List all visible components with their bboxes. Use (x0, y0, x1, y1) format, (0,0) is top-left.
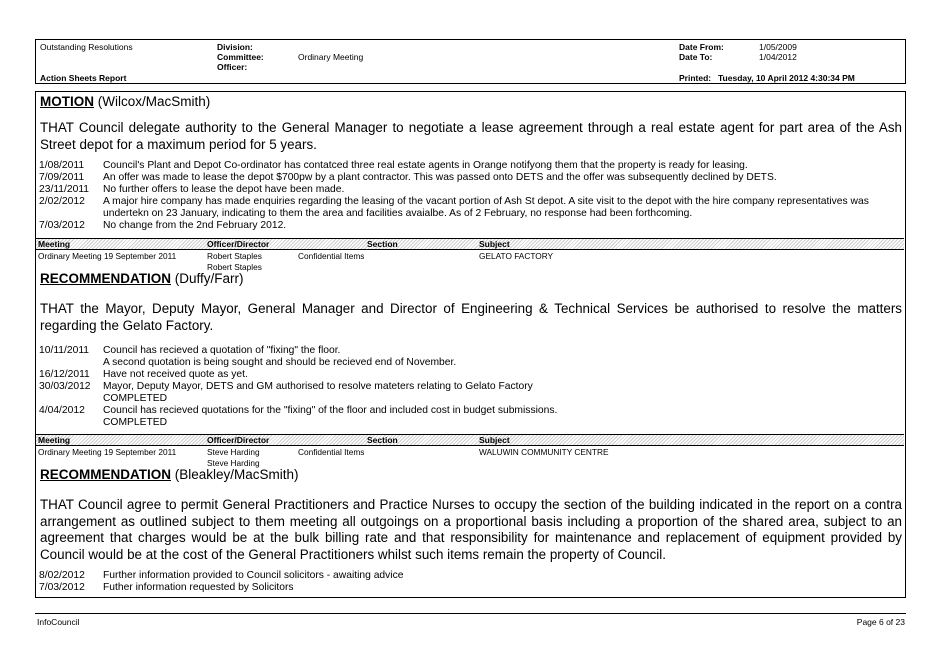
committee-label: Committee: (217, 52, 264, 62)
division-label: Division: (217, 42, 253, 52)
subject-name: WALUWIN COMMUNITY CENTRE (479, 447, 609, 457)
meeting-column-header (36, 238, 904, 250)
col-meeting: Meeting (38, 435, 71, 445)
item3-movers: (Bleakley/MacSmith) (171, 467, 299, 482)
action-text: Futher information requested by Solicitors (103, 582, 294, 593)
item1-heading-type: MOTION (40, 94, 94, 109)
section-name: Confidential Items (298, 251, 365, 261)
action-text: Mayor, Deputy Mayor, DETS and GM authorised to resolve mateters relating to Gelato Factory (103, 381, 533, 392)
footer-brand: InfoCouncil (37, 617, 80, 627)
section-name: Confidential Items (298, 447, 365, 457)
report-group: Outstanding Resolutions (40, 42, 133, 52)
item3-heading (40, 467, 299, 482)
action-date: 7/03/2012 (39, 582, 85, 593)
col-meeting: Meeting (38, 239, 71, 249)
date-from-value: 1/05/2009 (759, 42, 797, 52)
committee-value: Ordinary Meeting (298, 52, 364, 62)
item1-movers: (Wilcox/MacSmith) (94, 94, 211, 109)
action-date: 2/02/2012 (39, 196, 85, 207)
date-from-label: Date From: (679, 42, 724, 52)
item2-movers: (Duffy/Farr) (171, 271, 244, 286)
report-header (35, 39, 906, 84)
action-date: 4/04/2012 (39, 405, 85, 416)
action-text: Further information provided to Council solicitors - awaiting advice (103, 570, 404, 581)
action-status: COMPLETED (103, 393, 168, 404)
date-to-label: Date To: (679, 52, 713, 62)
action-date: 7/09/2011 (39, 172, 85, 183)
printed-label: Printed: (679, 73, 712, 83)
action-date: 23/11/2011 (39, 184, 90, 195)
action-date: 30/03/2012 (39, 381, 91, 392)
col-subject: Subject (479, 239, 510, 249)
action-text: Council has recieved a quotation of "fixing" the floor. (103, 345, 341, 356)
item2-resolution-text: THAT the Mayor, Deputy Mayor, General Manager and Director of Engineering & Technical Services be authorised to resolve the matters regarding the Gelato Factory. (40, 301, 902, 333)
footer-rule (35, 613, 906, 614)
officer-name: Steve Harding (207, 447, 260, 457)
item1-heading (40, 94, 210, 109)
officer-name: Robert Staples (207, 251, 262, 261)
col-subject: Subject (479, 435, 510, 445)
action-date: 7/03/2012 (39, 220, 85, 231)
action-sheet-body (35, 91, 906, 598)
item2-heading (40, 271, 244, 286)
action-date: 1/08/2011 (39, 160, 85, 171)
action-date: 10/11/2011 (39, 345, 90, 356)
action-date: 8/02/2012 (39, 570, 85, 581)
col-section: Section (367, 435, 398, 445)
action-date: 16/12/2011 (39, 369, 90, 380)
printed-value: Tuesday, 10 April 2012 4:30:34 PM (718, 73, 855, 83)
item3-heading-type: RECOMMENDATION (40, 467, 171, 482)
item3-resolution-text: THAT Council agree to permit General Practitioners and Practice Nurses to occupy the section of the building indicated in the report on a contra arrangement as outlined subject to them meeting all outgoings on a proportional basis including a proportion of the shared area, subject to an agreement that charges would be at the bulk billing rate and that responsibility for maintenance and replacement of equipment provided by Council would be at the cost of the General Practitioners whilst such items remain the property of Council. (40, 497, 902, 562)
meeting-name: Ordinary Meeting 19 September 2011 (38, 447, 177, 457)
col-officer: Officer/Director (207, 435, 270, 445)
director-name: Steve Harding (207, 458, 260, 468)
action-text: Council has recieved quotations for the "fixing" of the floor and included cost in budget submissions. (103, 405, 558, 416)
item2-heading-type: RECOMMENDATION (40, 271, 171, 286)
director-name: Robert Staples (207, 262, 262, 272)
action-text: No further offers to lease the depot have been made. (103, 184, 345, 195)
date-to-value: 1/04/2012 (759, 52, 797, 62)
meeting-column-header (36, 434, 904, 446)
page-number: Page 6 of 23 (856, 617, 905, 627)
action-text: No change from the 2nd February 2012. (103, 220, 287, 231)
col-section: Section (367, 239, 398, 249)
subject-name: GELATO FACTORY (479, 251, 554, 261)
item1-resolution-text: THAT Council delegate authority to the General Manager to negotiate a lease agreement through a real estate agent for part area of the Ash Street depot for a maximum period for 5 years. (40, 120, 902, 152)
officer-label: Officer: (217, 62, 248, 72)
action-text: A second quotation is being sought and should be recieved end of November. (103, 357, 457, 368)
meeting-name: Ordinary Meeting 19 September 2011 (38, 251, 177, 261)
action-text: A major hire company has made enquiries regarding the leasing of the vacant portion of Ash St depot. A site visit to the depot with the hire company representatives was undertekn on 23 January, indicating to them the area and facilities avaialbe. As of 2 February, no response had been forthcoming. (103, 196, 869, 219)
action-text: Council's Plant and Depot Co-ordinator has contatced three real estate agents in Orange notifyong them that the property is ready for leasing. (103, 160, 748, 171)
report-name: Action Sheets Report (40, 73, 127, 83)
col-officer: Officer/Director (207, 239, 270, 249)
action-text: Have not received quote as yet. (103, 369, 248, 380)
action-text: An offer was made to lease the depot $700pw by a plant contractor. This was passed onto DETS and the offer was subsequently declined by DETS. (103, 172, 777, 183)
action-status: COMPLETED (103, 417, 168, 428)
